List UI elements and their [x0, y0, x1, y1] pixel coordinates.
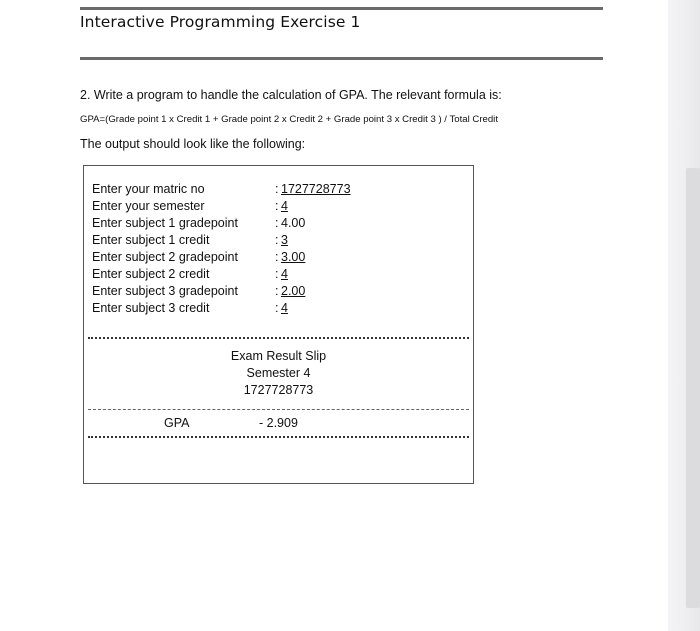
- input-value: 2.00: [281, 284, 306, 298]
- question-text: 2. Write a program to handle the calculation of GPA. The relevant formula is:: [80, 88, 502, 102]
- input-value: 1727728773: [281, 182, 351, 196]
- slip-heading: Exam Result Slip: [230, 349, 327, 363]
- gpa-formula: GPA=(Grade point 1 x Credit 1 + Grade point 2 x Credit 2 + Grade point 3 x Credit 3 ) / Total Credit: [80, 114, 498, 125]
- dash-divider: [88, 409, 469, 410]
- gpa-value: - 2.909: [259, 416, 298, 430]
- title-rule: [80, 57, 603, 60]
- sample-output-box: [83, 165, 474, 484]
- input-value: 4: [281, 267, 288, 281]
- input-value: 4: [281, 301, 288, 315]
- input-colon: :: [275, 301, 279, 315]
- input-label: Enter subject 1 credit: [92, 233, 210, 247]
- document-title: Interactive Programming Exercise 1: [80, 13, 361, 31]
- input-colon: :: [275, 182, 279, 196]
- output-intro-text: The output should look like the following:: [80, 137, 306, 151]
- top-rule: [80, 7, 603, 10]
- slip-semester: Semester 4: [246, 366, 311, 380]
- input-label: Enter subject 1 gradepoint: [92, 216, 238, 230]
- input-colon: :: [275, 199, 279, 213]
- input-label: Enter subject 3 credit: [92, 301, 210, 315]
- input-colon: :: [275, 250, 279, 264]
- gpa-label: GPA: [164, 416, 190, 430]
- input-value: 3.00: [281, 250, 306, 264]
- input-colon: :: [275, 216, 279, 230]
- star-divider: [88, 337, 469, 339]
- input-value: 3: [281, 233, 288, 247]
- input-label: Enter subject 2 credit: [92, 267, 210, 281]
- input-colon: :: [275, 267, 279, 281]
- input-label: Enter subject 3 gradepoint: [92, 284, 238, 298]
- input-colon: :: [275, 284, 279, 298]
- input-value: 4: [281, 199, 288, 213]
- input-value: 4.00: [281, 216, 306, 230]
- input-colon: :: [275, 233, 279, 247]
- input-label: Enter subject 2 gradepoint: [92, 250, 238, 264]
- input-label: Enter your matric no: [92, 182, 205, 196]
- input-label: Enter your semester: [92, 199, 205, 213]
- scrollbar-thumb[interactable]: [686, 168, 700, 608]
- slip-matric: 1727728773: [243, 383, 314, 397]
- star-divider-bottom: [88, 436, 469, 438]
